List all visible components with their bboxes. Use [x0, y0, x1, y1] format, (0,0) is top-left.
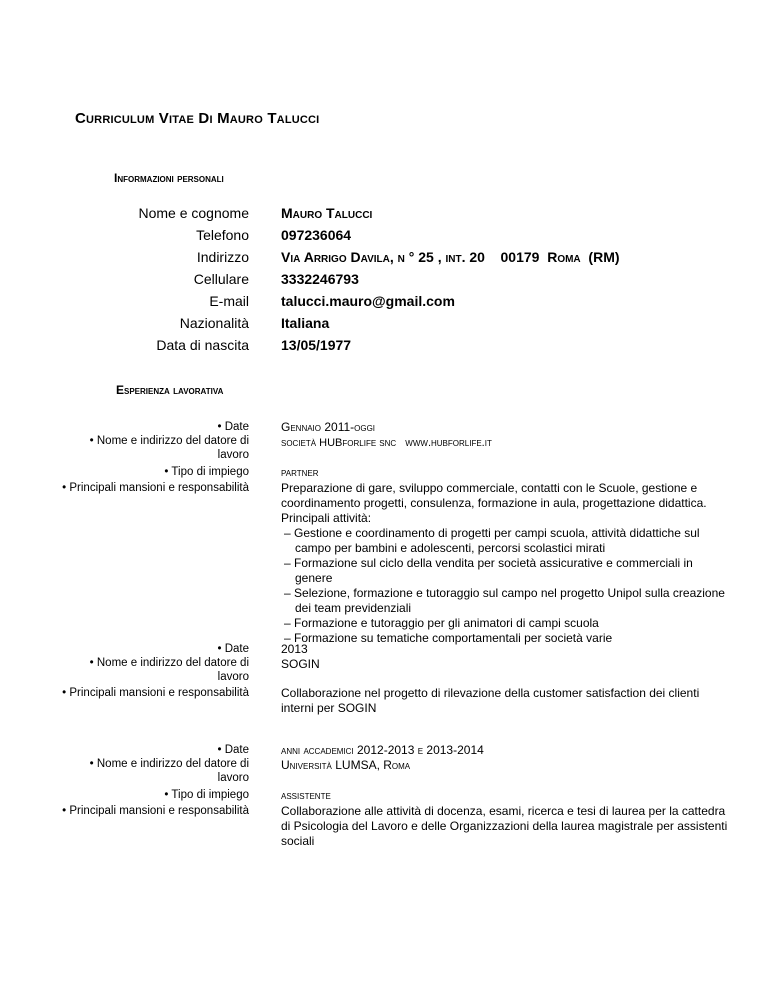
job1-label-type: • Tipo di impiego: [164, 466, 249, 478]
value-mobile: 3332246793: [281, 271, 359, 287]
job3-duties: Collaborazione alle attività di docenza, esami, ricerca e tesi di laurea per la cattedra di Psicologia del Lavoro e delle Organizzazioni della laurea magistrale per assistenti sociali: [281, 804, 728, 848]
value-phone: 097236064: [281, 227, 352, 243]
job1-label-duties: • Principali mansioni e responsabilità: [62, 482, 249, 494]
job2-label-duties: • Principali mansioni e responsabilità: [62, 687, 249, 699]
job3-label-type: • Tipo di impiego: [164, 789, 249, 801]
value-nationality: Italiana: [281, 315, 330, 331]
job3-label-date: • Date: [217, 744, 249, 756]
job2-label-date: • Date: [217, 643, 249, 655]
job1-label-date: • Date: [217, 421, 249, 433]
job1-type: partner: [281, 467, 319, 479]
label-email: E-mail: [209, 293, 249, 309]
job3-label-duties: • Principali mansioni e responsabilità: [62, 805, 249, 817]
value-email: talucci.mauro@gmail.com: [281, 293, 455, 309]
label-name: Nome e cognome: [138, 205, 249, 221]
value-address: Via Arrigo Davila, n ° 25 , int. 20 00179 Roma (RM): [281, 249, 620, 265]
label-mobile: Cellulare: [193, 271, 249, 287]
job2-employer: SOGIN: [281, 657, 320, 671]
job3-date: anni accademici 2012-2013 e 2013-2014: [281, 743, 484, 757]
job3-type: assistente: [281, 790, 331, 802]
list-item: – Formazione sul ciclo della vendita per società assicurative e commerciali in genere: [281, 556, 731, 586]
job2-label-employer: • Nome e indirizzo del datore di lavoro: [89, 657, 249, 683]
section-title-personal-info: Informazioni personali: [114, 171, 224, 185]
document-title: Curriculum Vitae Di Mauro Talucci: [75, 110, 320, 127]
job2-date: 2013: [281, 642, 308, 656]
value-name: Mauro Talucci: [281, 205, 373, 221]
list-item: – Gestione e coordinamento di progetti per campi scuola, attività didattiche sul campo per bambini e adolescenti, percorsi scolastici mirati: [281, 526, 731, 556]
job1-duties-list: [281, 526, 731, 646]
job1-employer: società HUBforlife snc www.hubforlife.it: [281, 437, 492, 449]
list-item: – Formazione su tematiche comportamentali per società varie: [281, 631, 731, 646]
label-address: Indirizzo: [196, 249, 249, 265]
list-item: – Selezione, formazione e tutoraggio sul campo nel progetto Unipol sulla creazione dei team previdenziali: [281, 586, 731, 616]
job1-duties-intro: Preparazione di gare, sviluppo commerciale, contatti con le Scuole, gestione e coordinamento progetti, consulenza, formazione in aula, progettazione didattica. Principali attività:: [281, 481, 707, 525]
job1-label-employer: • Nome e indirizzo del datore di lavoro: [89, 435, 249, 461]
section-title-experience: Esperienza lavorativa: [116, 383, 224, 397]
job1-date: Gennaio 2011-oggi: [281, 420, 376, 434]
list-item: – Formazione e tutoraggio per gli animatori di campi scuola: [281, 616, 731, 631]
job1-duties: [281, 481, 731, 646]
label-phone: Telefono: [196, 227, 249, 243]
job3-label-employer: • Nome e indirizzo del datore di lavoro: [89, 758, 249, 784]
value-birthdate: 13/05/1977: [281, 337, 352, 353]
label-nationality: Nazionalità: [179, 315, 249, 331]
label-birthdate: Data di nascita: [156, 337, 249, 353]
job2-duties: Collaborazione nel progetto di rilevazione della customer satisfaction dei clienti interni per SOGIN: [281, 686, 700, 715]
job3-employer: Università LUMSA, Roma: [281, 758, 411, 772]
